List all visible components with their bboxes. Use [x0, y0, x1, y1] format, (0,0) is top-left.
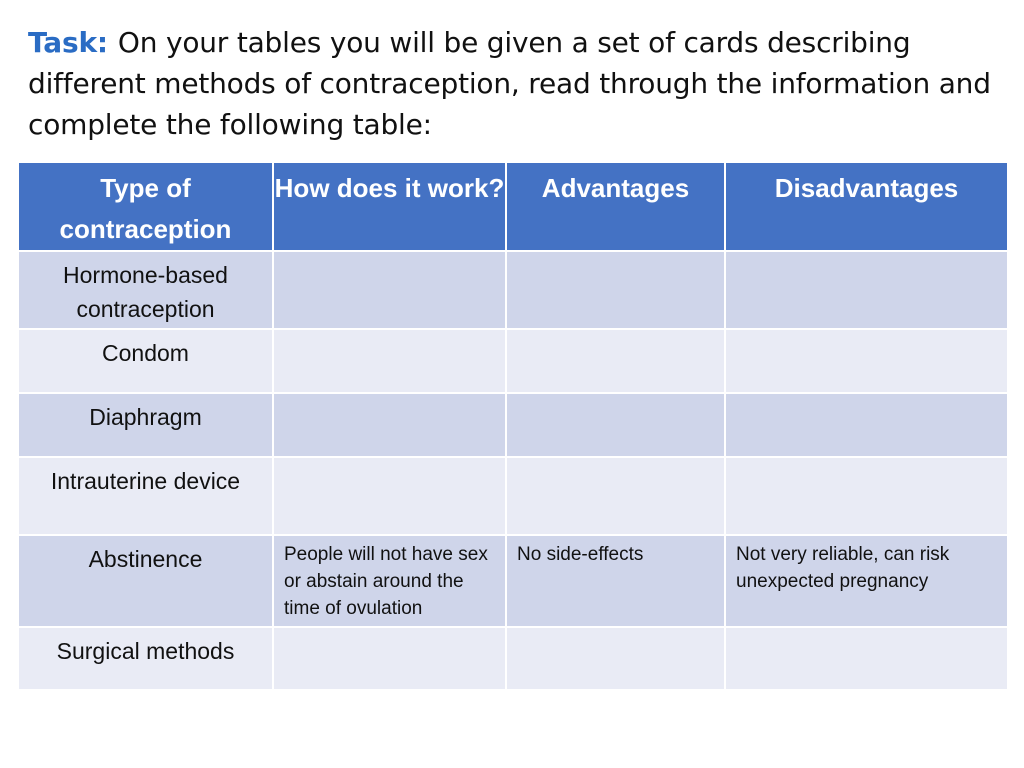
disadvantages-cell	[725, 457, 1008, 535]
how-cell	[273, 329, 506, 393]
type-cell: Abstinence	[18, 535, 273, 627]
type-cell: Intrauterine device	[18, 457, 273, 535]
disadvantages-cell	[725, 329, 1008, 393]
disadvantages-cell	[725, 251, 1008, 329]
type-cell: Diaphragm	[18, 393, 273, 457]
how-cell	[273, 251, 506, 329]
advantages-cell	[506, 251, 725, 329]
how-cell: People will not have sex or abstain around the time of ovulation	[273, 535, 506, 627]
table-row	[18, 393, 1008, 457]
table-row	[18, 329, 1008, 393]
how-cell	[273, 627, 506, 690]
disadvantages-cell	[725, 627, 1008, 690]
advantages-cell	[506, 393, 725, 457]
header-how: How does it work?	[273, 162, 506, 251]
advantages-cell: No side-effects	[506, 535, 725, 627]
advantages-cell	[506, 457, 725, 535]
task-instructions	[28, 22, 1003, 145]
contraception-table	[17, 161, 1009, 691]
disadvantages-cell: Not very reliable, can risk unexpected pregnancy	[725, 535, 1008, 627]
table-row	[18, 627, 1008, 690]
table-header-row	[18, 162, 1008, 251]
advantages-cell	[506, 627, 725, 690]
task-text: On your tables you will be given a set of cards describing different methods of contraception, read through the information and complete the following table:	[28, 26, 991, 141]
table-row	[18, 251, 1008, 329]
how-cell	[273, 393, 506, 457]
type-cell: Hormone-based contraception	[18, 251, 273, 329]
type-cell: Surgical methods	[18, 627, 273, 690]
table-row	[18, 457, 1008, 535]
header-disadvantages: Disadvantages	[725, 162, 1008, 251]
type-cell: Condom	[18, 329, 273, 393]
task-label: Task:	[28, 26, 108, 59]
how-cell	[273, 457, 506, 535]
header-advantages: Advantages	[506, 162, 725, 251]
table-row	[18, 535, 1008, 627]
advantages-cell	[506, 329, 725, 393]
disadvantages-cell	[725, 393, 1008, 457]
header-type: Type of contraception	[18, 162, 273, 251]
